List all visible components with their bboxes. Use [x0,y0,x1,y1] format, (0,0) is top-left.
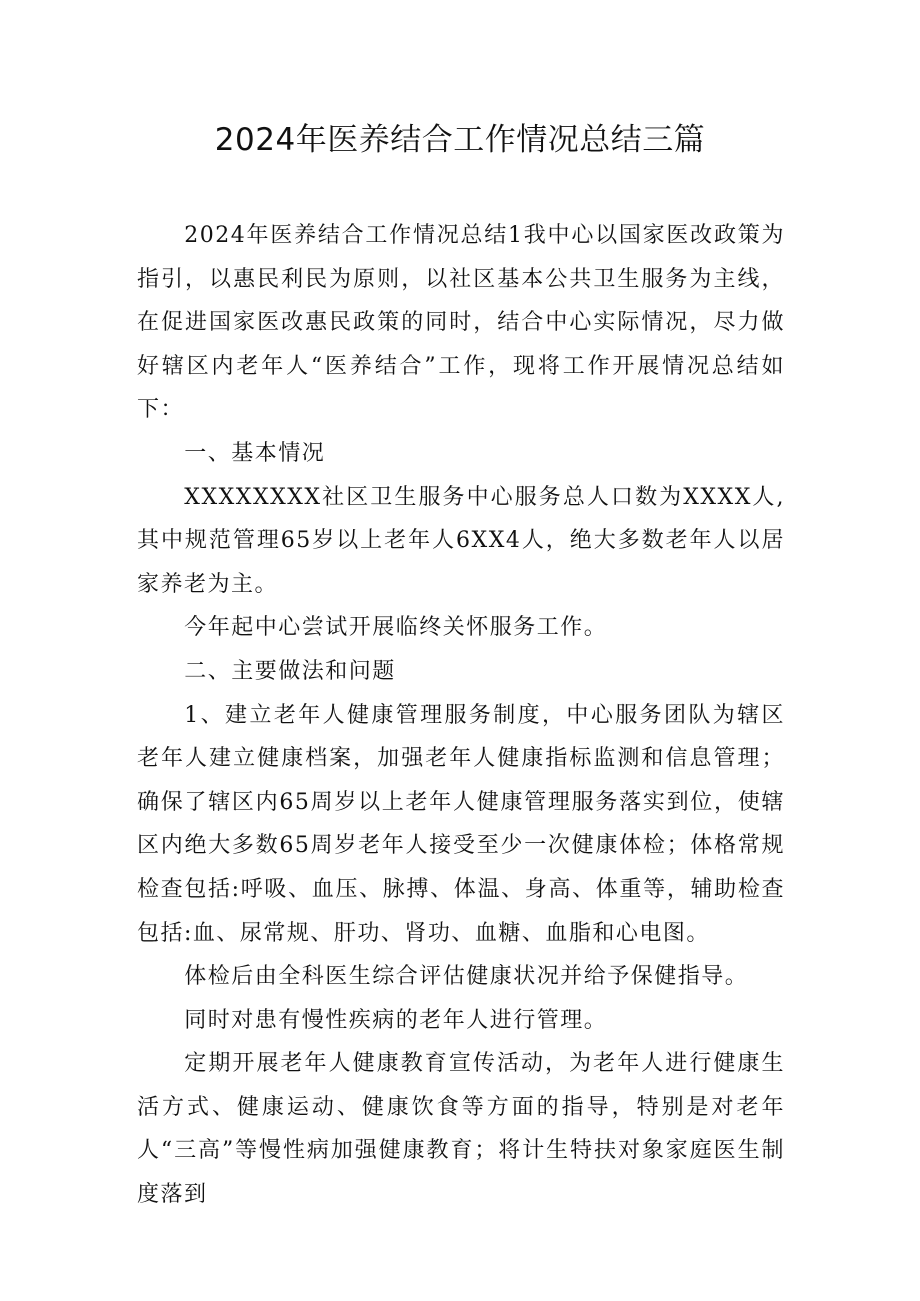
section-heading-methods: 二、主要做法和问题 [184,658,396,684]
paragraph-intro: 2024年医养结合工作情况总结1我中心以国家医改政策为指引，以惠民利民为原则，以社区基本公共卫生服务为主线，在促进国家医改惠民政策的同时，结合中心实际情况，尽力做好辖区内老年人“医养结合”工作，现将工作开展情况总结如下： [137,223,785,423]
document-title: 2024年医养结合工作情况总结三篇 [214,122,706,158]
paragraph-population: XXXXXXXX社区卫生服务中心服务总人口数为XXXX人,其中规范管理65岁以上老年人6XX4人，绝大多数老年人以居家养老为主。 [137,484,785,597]
document-body [137,214,785,1217]
section-heading-basic-situation: 一、基本情况 [184,440,326,466]
paragraph-health-education: 定期开展老年人健康教育宣传活动，为老年人进行健康生活方式、健康运动、健康饮食等方面的指导，特别是对老年人“三高”等慢性病加强健康教育；将计生特扶对象家庭医生制度落到 [137,1051,785,1208]
paragraph-assessment: 体检后由全科医生综合评估健康状况并给予保健指导。 [184,964,749,990]
paragraph-hospice: 今年起中心尝试开展临终关怀服务工作。 [184,615,608,641]
paragraph-health-management: 1、建立老年人健康管理服务制度，中心服务团队为辖区老年人建立健康档案，加强老年人健康指标监测和信息管理；确保了辖区内65周岁以上老年人健康管理服务落实到位，使辖区内绝大多数65周岁老年人接受至少一次健康体检；体格常规检查包括:呼吸、血压、脉搏、体温、身高、体重等，辅助检查包括:血、尿常规、肝功、肾功、血糖、血脂和心电图。 [137,702,785,946]
paragraph-chronic-disease: 同时对患有慢性疾病的老年人进行管理。 [184,1007,608,1033]
